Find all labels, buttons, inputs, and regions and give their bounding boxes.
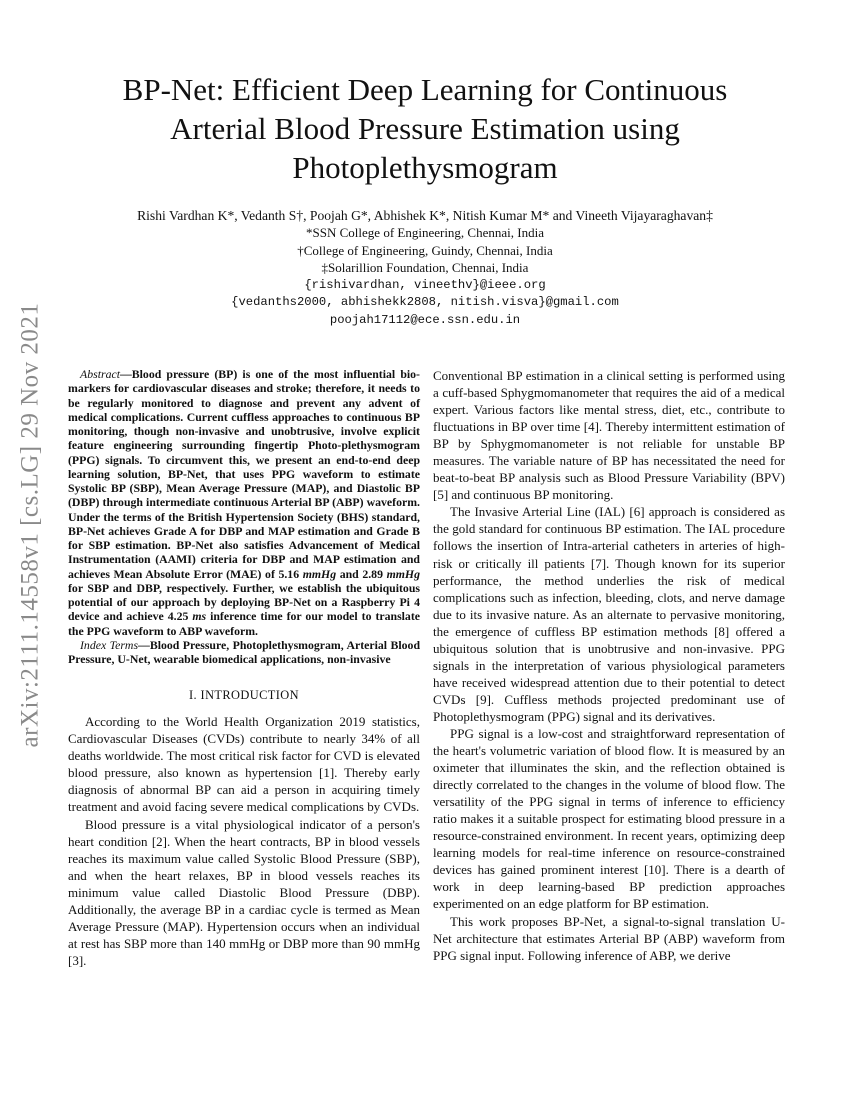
email-line: poojah17112@ece.ssn.edu.in	[329, 312, 521, 327]
body-paragraph: Blood pressure is a vital physiological indicator of a person's heart condition [2]. When the heart contracts, BP in blood vessels reaches its maximum value called Systolic Blood Pressure (SBP), and when the heart relaxes, BP in blood vessels reaches its minimum value called Diastolic Blood Pressure (DBP). Additionally, the average BP in a cardiac cycle is termed as Mean Average Pressure (MAP). Hypertension occurs when an individual at rest has SBP more than 140 mmHg or DBP more than 90 mmHg [3].	[68, 816, 420, 968]
paper-title	[60, 70, 790, 187]
email-line: {rishivardhan, vineethv}@ieee.org	[304, 277, 546, 292]
left-column	[68, 367, 420, 969]
affiliation: ‡Solarillion Foundation, Chennai, India	[321, 260, 529, 276]
section-heading: I. INTRODUCTION	[189, 688, 299, 703]
email-line: {vedanths2000, abhishekk2808, nitish.visva}@gmail.com	[231, 295, 619, 310]
abstract	[68, 367, 420, 638]
index-terms-lead: Index Terms	[80, 637, 139, 652]
affiliations-block	[60, 224, 790, 330]
body-paragraph: The Invasive Arterial Line (IAL) [6] approach is considered as the gold standard for continuous BP estimation. The IAL procedure follows the insertion of Intra-arterial catheters in arteries of high-risk or critically ill patients [7]. Though known for its superior performance, the method underlies the risk of medical complications such as infection, bleeding, clots, and nerve damage due to its invasive nature. As an alternate to pervasive monitoring, the emergence of cuffless BP estimation methods [8] offered a ubiquitous solution that is unobtrusive and non-invasive. PPG signals in the interpretation of various physiological parameters have received widespread attention due to their potential to detect CVDs [9]. Cuffless methods projected predominant use of Photoplethysmogram (PPG) signal and its derivatives.	[433, 504, 785, 724]
affiliation: *SSN College of Engineering, Chennai, India	[306, 225, 544, 240]
title-line: BP-Net: Efficient Deep Learning for Continuous	[122, 72, 728, 107]
abstract-lead: Abstract	[80, 367, 120, 381]
body-paragraph: PPG signal is a low-cost and straightforward representation of the heart's volumetric variation of blood flow. It is measured by an oximeter that illuminates the skin, and the reflection obtained is directly correlated to the changes in the volume of blood flow. The versatility of the PPG signal in terms of inference to efficiency ratio makes it a suitable prospect for estimating blood pressure in a resource-constrained environment. In recent years, optimizing deep learning models for real-time inference on resource-constrained devices has gained prominent interest [10]. There is a dearth of work in deep learning-based BP prediction approaches experimented on an edge platform for BP estimation.	[433, 725, 785, 912]
body-paragraph: This work proposes BP-Net, a signal-to-signal translation U-Net architecture that estimates Arterial BP (ABP) waveform from PPG signal input. Following inference of ABP, we derive	[433, 913, 785, 963]
abstract-text: inference time for our model to translate the PPG waveform to ABP waveform.	[68, 609, 420, 638]
right-column	[433, 367, 785, 964]
title-line: Arterial Blood Pressure Estimation using	[170, 111, 680, 146]
index-terms	[68, 638, 420, 667]
body-paragraph: Conventional BP estimation in a clinical setting is performed using a cuff-based Sphygmomanometer that requires the aid of a medical expert. Various factors like mental stress, diet, etc., contribute to fluctuations in BP over time [4]. Thereby intermittent estimation of BP by Sphygmomanometer is not reliable for unstable BP measures. The variable nature of BP has necessitated the need for beat-to-beat BP analysis such as Blood Pressure Variability (BPV) [5] and continuous BP monitoring.	[433, 368, 785, 503]
abstract-text: and 2.89	[336, 566, 387, 581]
title-line: Photoplethysmogram	[292, 150, 558, 185]
affiliation: †College of Engineering, Guindy, Chennai, India	[297, 242, 553, 258]
abstract-text: —Blood pressure (BP) is one of the most influential bio-markers for cardiovascular diseases and stroke; therefore, it needs to be regularly monitored to diagnose and prevent any advent of medical complications. Current cuffless approaches to continuous BP monitoring, though non-invasive and unobtrusive, involve explicit feature engineering surrounding fingertip Photo-plethysmogram (PPG) signals. To circumvent this, we present an end-to-end deep learning solution, BP-Net, that uses PPG waveform to estimate Systolic BP (SBP), Mean Average Pressure (MAP), and Diastolic BP (DBP) through intermediate continuous Arterial BP (ABP) waveform. Under the terms of the British Hypertension Society (BHS) standard, BP-Net achieves Grade A for DBP and MAP estimation and Grade B for SBP estimation. BP-Net also satisfies Advancement of Medical Instrumentation (AAMI) criteria for DBP and MAP estimation and achieves Mean Absolute Error (MAE) of 5.16	[68, 367, 420, 581]
index-terms-text: —Blood Pressure, Photoplethysmogram, Arterial Blood Pressure, U-Net, wearable biomedical applications, non-invasive	[68, 637, 421, 666]
arxiv-stamp-text: arXiv:2111.14558v1 [cs.LG] 29 Nov 2021	[16, 302, 43, 748]
arxiv-identifier-stamp	[4, 290, 56, 760]
author-list: Rishi Vardhan K*, Vedanth S†, Poojah G*, Abhishek K*, Nitish Kumar M* and Vineeth Vijayaraghavan‡	[137, 208, 713, 223]
abstract-unit: ms	[192, 609, 207, 624]
abstract-unit: mmHg	[302, 566, 337, 581]
abstract-unit: mmHg	[386, 566, 421, 581]
body-paragraph: According to the World Health Organization 2019 statistics, Cardiovascular Diseases (CVDs) contribute to nearly 34% of all deaths worldwide. The most critical risk factor for CVD is elevated blood pressure, also known as hypertension [1]. Thereby early diagnosis of abnormal BP can aid a person in acquiring timely treatment and avoid facing severe medical complications by CVDs.	[68, 714, 420, 815]
abstract-text: for SBP and DBP, respectively. Further, we establish the ubiquitous potential of our approach by deploying BP-Net on a Raspberry Pi 4 device and achieve 4.25	[68, 580, 420, 624]
